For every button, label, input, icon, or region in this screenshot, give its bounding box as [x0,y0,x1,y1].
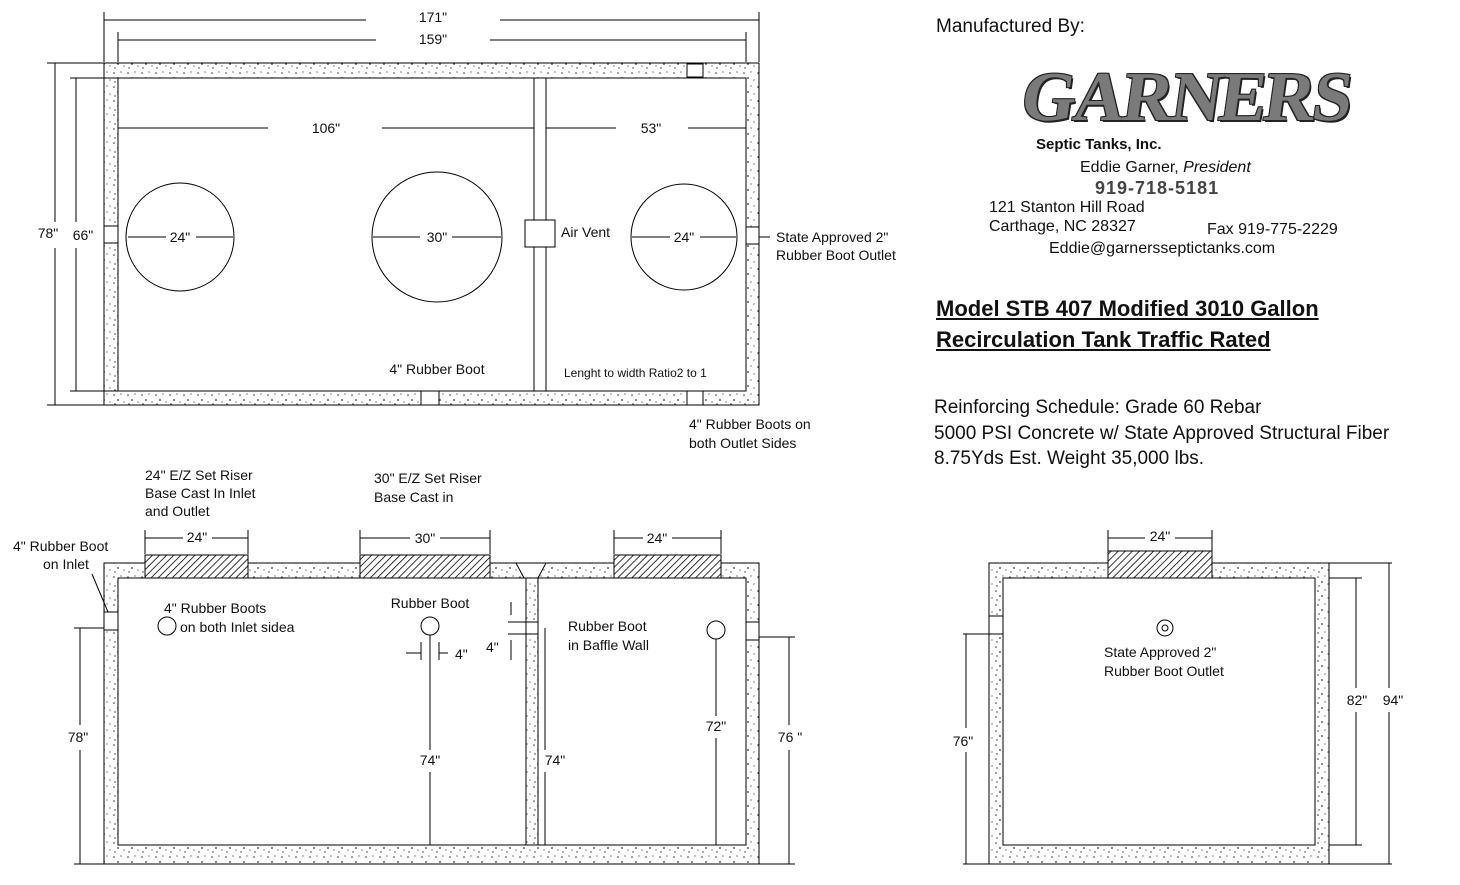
air-vent-label: Air Vent [561,224,611,240]
baffle-boot [526,622,538,634]
baffle-note-line1: Rubber Boot [568,618,647,634]
outlet-note-line2: Rubber Boot Outlet [776,247,896,263]
pipe-stub [687,64,703,77]
inner-width-label: 66" [72,227,94,243]
person-name: Eddie Garner, [1080,159,1184,176]
outlet-boot-circle [1157,620,1173,636]
logo-wordmark: GARNERS [1016,59,1356,136]
riser2-dim: 30" [414,530,436,546]
baffle-wall [526,578,538,845]
plan-view [38,9,896,451]
depth3-label: 72" [705,718,727,734]
riser-base-24 [614,555,721,578]
outlet-height-label: 76 " [777,729,803,745]
end-inlet-height-label: 76" [952,733,974,749]
ratio-note: Lenght to width Ratio2 to 1 [564,366,707,380]
end-outlet-note-line1: State Approved 2" [1104,644,1217,660]
inlet-note-line1: 4" Rubber Boot [13,538,109,554]
schedule-line2: 5000 PSI Concrete w/ State Approved Structural Fiber [934,423,1390,444]
inner-length-label: 159" [418,31,448,47]
riser2-label: 30" [426,229,448,245]
baffle-pipe-dim: 4" [486,639,499,655]
rubber-boot-circle [421,617,439,635]
depth1-label: 74" [419,752,441,768]
outlet-stub [746,227,759,244]
outer-length-label: 171" [418,9,448,25]
riser3-label: 24" [673,229,695,245]
riser1-note-line1: 24" E/Z Set Riser [145,467,253,483]
model-title-line1: Model STB 407 Modified 3010 Gallon [936,296,1319,321]
height-outer-label: 78" [67,729,89,745]
riser-base-24 [145,555,248,578]
end-riser-dim: 24" [1149,528,1171,544]
riser1-note-line3: and Outlet [145,503,210,519]
air-vent [525,220,555,247]
end-riser-base [1108,551,1212,578]
riser3-dim: 24" [646,530,668,546]
inlet-boot-circle [158,617,176,635]
chamber1-length-label: 106" [311,120,341,136]
riser2-note-line2: Base Cast in [374,489,454,505]
end-inlet-stub [989,616,1003,634]
manufactured-by-heading: Manufactured By: [936,16,1085,37]
end-outer-height-label: 94" [1382,692,1404,708]
riser1-label: 24" [169,229,191,245]
boots-note-line2: both Outlet Sides [689,435,797,451]
inlet-note-line2: on Inlet [43,556,89,572]
end-outlet-note-line2: Rubber Boot Outlet [1104,663,1224,679]
pipe-dim: 4" [455,646,468,662]
outlet-stub [746,622,759,640]
rubber-boot-label: Rubber Boot [390,595,470,611]
schedule-line3: 8.75Yds Est. Weight 35,000 lbs. [934,448,1205,469]
schedule-line1: Reinforcing Schedule: Grade 60 Rebar [934,397,1262,418]
outlet-note-line1: State Approved 2" [776,229,889,245]
contact-person [1080,159,1251,177]
chamber2-length-label: 53" [640,120,662,136]
model-title-line2: Recirculation Tank Traffic Rated [936,327,1271,352]
rubber-boot-label: 4" Rubber Boot [389,361,485,377]
depth2-label: 74" [544,752,566,768]
elevation-view [13,467,802,864]
inlet-boots-line1: 4" Rubber Boots [164,600,267,616]
riser1-dim: 24" [186,529,208,545]
inlet-stub [104,226,118,243]
outer-width-label: 78" [37,225,59,241]
address-line1: 121 Stanton Hill Road [989,199,1145,216]
end-view [953,528,1404,864]
person-title: President [1183,159,1251,176]
rubber-boot-circle [707,621,725,639]
riser1-note-line2: Base Cast In Inlet [145,485,256,501]
boot-stub [421,391,439,405]
baffle-note-line2: in Baffle Wall [568,637,649,653]
riser-base-30 [360,555,490,578]
address-line2: Carthage, NC 28327 [989,218,1136,235]
end-tank-interior [1003,578,1315,845]
boots-note-line1: 4" Rubber Boots on [689,416,811,432]
email-address: Eddie@garnersseptictanks.com [1049,240,1276,257]
phone-number: 919-718-5181 [1095,178,1220,198]
end-inner-height-label: 82" [1346,692,1368,708]
fax-number: Fax 919-775-2229 [1207,221,1338,238]
inlet-boots-line2: on both Inlet sidea [180,619,295,635]
inlet-stub [104,612,118,630]
boot-stub [687,391,703,405]
riser2-note-line1: 30" E/Z Set Riser [374,470,482,486]
company-name: Septic Tanks, Inc. [1036,136,1162,153]
